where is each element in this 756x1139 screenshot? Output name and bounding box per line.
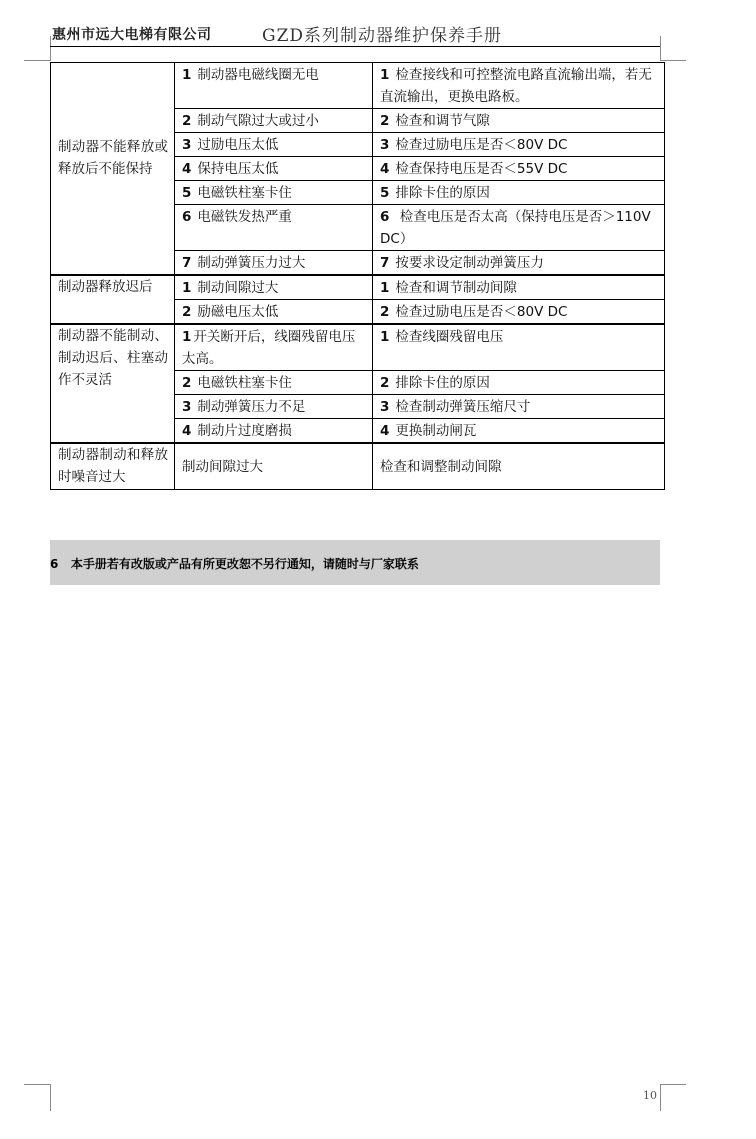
remedy-number: 1 <box>380 329 390 345</box>
remedy-text: 检查过励电压是否＜80V DC <box>395 304 568 320</box>
page-header <box>50 20 660 46</box>
remedy-cell <box>373 419 665 444</box>
cause-text: 过励电压太低 <box>197 137 279 153</box>
cause-cell <box>175 109 373 133</box>
remedy-cell <box>373 133 665 157</box>
fault-cell: 制动器不能制动、制动迟后、柱塞动作不灵活 <box>51 324 175 443</box>
remedy-number: 1 <box>380 280 390 296</box>
cause-cell <box>175 443 373 489</box>
cause-number: 3 <box>182 137 192 153</box>
remedy-text: 检查过励电压是否＜80V DC <box>395 137 568 153</box>
remedy-text: 排除卡住的原因 <box>395 185 490 201</box>
remedy-number: 3 <box>380 137 390 153</box>
remedy-number: 6 <box>380 209 390 225</box>
fault-cell: 制动器制动和释放时噪音过大 <box>51 443 175 489</box>
cause-cell <box>175 181 373 205</box>
remedy-text: 检查和调节气隙 <box>395 113 490 129</box>
remedy-number: 2 <box>380 304 390 320</box>
remedy-number: 2 <box>380 113 390 129</box>
cause-number: 2 <box>182 375 192 391</box>
notice-number: 6 <box>50 557 59 571</box>
cause-cell <box>175 133 373 157</box>
crop-mark-bottom-right-h <box>660 1084 686 1085</box>
table-row <box>51 63 665 109</box>
fault-cell: 制动器不能释放或释放后不能保持 <box>51 63 175 276</box>
cause-number: 7 <box>182 255 192 271</box>
cause-text: 制动气隙过大或过小 <box>197 113 319 129</box>
remedy-cell <box>373 205 665 251</box>
remedy-text: 更换制动闸瓦 <box>395 423 477 439</box>
remedy-text: 检查接线和可控整流电路直流输出端，若无直流输出，更换电路板。 <box>380 67 652 105</box>
remedy-number: 2 <box>380 375 390 391</box>
cause-number: 1 <box>182 280 192 296</box>
cause-number: 1 <box>182 67 192 83</box>
crop-mark-top-right-v <box>660 36 661 61</box>
page-number: 10 <box>643 1089 657 1102</box>
remedy-number: 7 <box>380 255 390 271</box>
crop-mark-top-left-h <box>24 60 50 61</box>
cause-cell <box>175 371 373 395</box>
cause-cell <box>175 300 373 325</box>
cause-number: 4 <box>182 161 192 177</box>
remedy-cell <box>373 275 665 300</box>
cause-text: 电磁铁发热严重 <box>197 209 292 225</box>
cause-cell <box>175 63 373 109</box>
remedy-text: 检查和调节制动间隙 <box>395 280 517 296</box>
cause-cell <box>175 251 373 276</box>
cause-number: 1 <box>182 329 192 345</box>
cause-text: 开关断开后，线圈残留电压太高。 <box>182 329 356 367</box>
remedy-text: 检查电压是否太高（保持电压是否＞110V DC） <box>380 209 651 247</box>
cause-cell <box>175 205 373 251</box>
remedy-cell <box>373 181 665 205</box>
remedy-text: 检查和调整制动间隙 <box>380 458 502 475</box>
crop-mark-bottom-right-v <box>660 1084 661 1111</box>
remedy-cell <box>373 300 665 325</box>
cause-cell <box>175 324 373 371</box>
remedy-number: 1 <box>380 67 390 83</box>
cause-text: 电磁铁柱塞卡住 <box>197 375 292 391</box>
remedy-cell <box>373 63 665 109</box>
manual-title: GZD系列制动器维护保养手册 <box>262 26 503 46</box>
cause-number: 2 <box>182 304 192 320</box>
notice-banner <box>50 540 660 585</box>
cause-text: 制动间隙过大 <box>197 280 279 296</box>
remedy-number: 3 <box>380 399 390 415</box>
remedy-text: 检查制动弹簧压缩尺寸 <box>395 399 531 415</box>
notice-text: 本手册若有改版或产品有所更改恕不另行通知，请随时与厂家联系 <box>70 557 419 571</box>
cause-cell <box>175 275 373 300</box>
crop-mark-top-right-h <box>660 60 686 61</box>
remedy-text: 排除卡住的原因 <box>395 375 490 391</box>
notice-text-line <box>50 555 419 572</box>
cause-text: 励磁电压太低 <box>197 304 279 320</box>
cause-text: 制动器电磁线圈无电 <box>197 67 319 83</box>
remedy-number: 5 <box>380 185 390 201</box>
table-row <box>51 324 665 371</box>
remedy-text: 检查线圈残留电压 <box>395 329 504 345</box>
remedy-cell <box>373 109 665 133</box>
remedy-cell <box>373 395 665 419</box>
remedy-cell <box>373 371 665 395</box>
remedy-text: 按要求设定制动弹簧压力 <box>395 255 544 271</box>
remedy-number: 4 <box>380 423 390 439</box>
fault-table <box>50 62 665 490</box>
cause-text: 保持电压太低 <box>197 161 279 177</box>
company-name: 惠州市远大电梯有限公司 <box>52 27 212 43</box>
cause-text: 制动间隙过大 <box>182 458 263 475</box>
crop-mark-bottom-left-v <box>50 1084 51 1111</box>
remedy-cell <box>373 251 665 276</box>
cause-number: 5 <box>182 185 192 201</box>
cause-number: 4 <box>182 423 192 439</box>
table-row <box>51 443 665 489</box>
remedy-cell <box>373 324 665 371</box>
cause-cell <box>175 419 373 444</box>
cause-text: 制动片过度磨损 <box>197 423 292 439</box>
cause-cell <box>175 395 373 419</box>
remedy-number: 4 <box>380 161 390 177</box>
crop-mark-bottom-left-h <box>24 1084 50 1085</box>
cause-cell <box>175 157 373 181</box>
cause-text: 制动弹簧压力过大 <box>197 255 306 271</box>
table-row <box>51 275 665 300</box>
cause-text: 电磁铁柱塞卡住 <box>197 185 292 201</box>
remedy-cell <box>373 157 665 181</box>
remedy-cell <box>373 443 665 489</box>
header-divider <box>50 46 660 47</box>
cause-number: 3 <box>182 399 192 415</box>
cause-number: 6 <box>182 209 192 225</box>
cause-text: 制动弹簧压力不足 <box>197 399 306 415</box>
cause-number: 2 <box>182 113 192 129</box>
remedy-text: 检查保持电压是否＜55V DC <box>395 161 568 177</box>
fault-cell: 制动器释放迟后 <box>51 275 175 324</box>
